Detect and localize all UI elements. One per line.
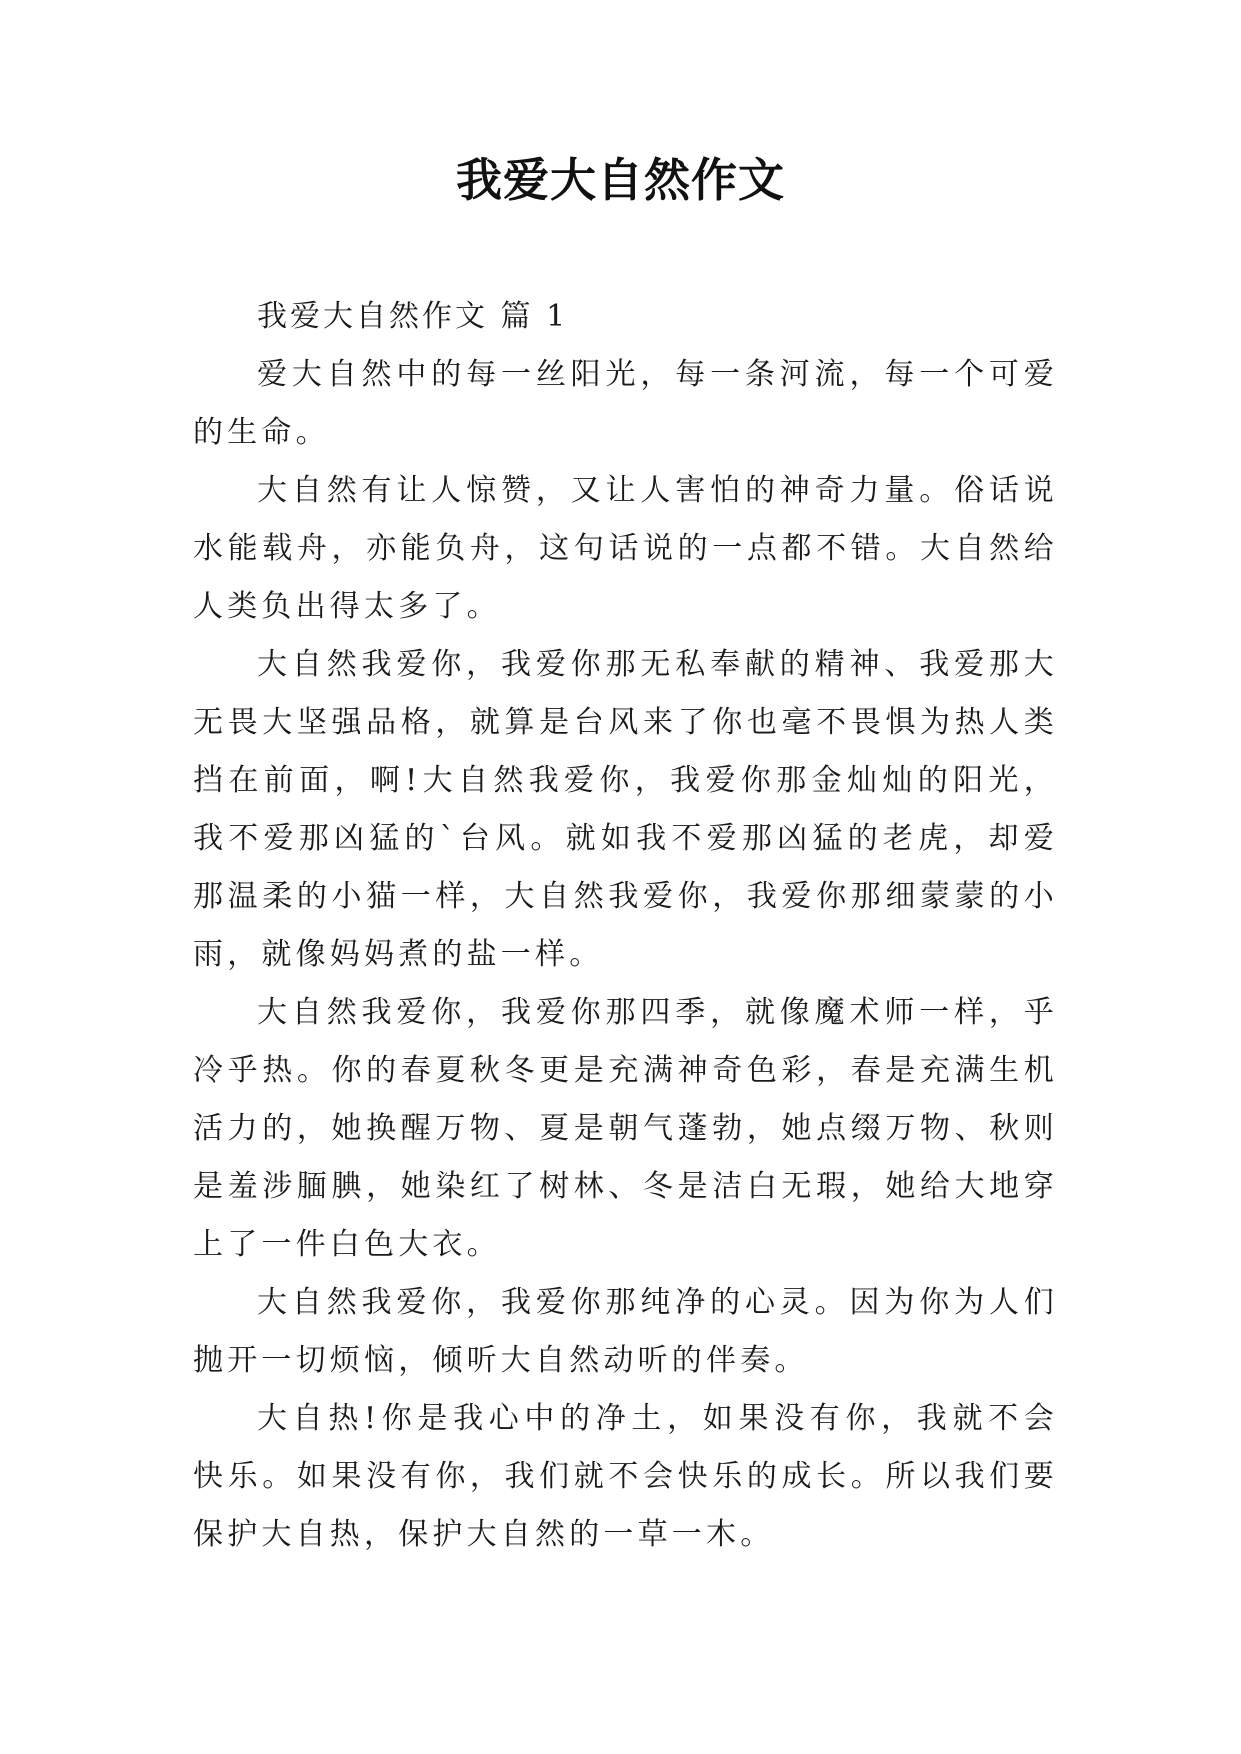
paragraph-4: 大自然我爱你，我爱你那四季，就像魔术师一样，乎冷乎热。你的春夏秋冬更是充满神奇色彩，春是充满生机活力的，她换醒万物、夏是朝气蓬勃，她点缀万物、秋则是羞涉腼腆，她染红了树林、冬是洁白无瑕，她给大地穿上了一件白色大衣。 (193, 995, 1058, 1262)
section-heading: 我爱大自然作文 篇 1 (257, 299, 569, 334)
document-body (193, 288, 1058, 1564)
page-title: 我爱大自然作文 (456, 153, 785, 207)
paragraph-6: 大自热!你是我心中的净土，如果没有你，我就不会快乐。如果没有你，我们就不会快乐的成长。所以我们要保护大自热，保护大自然的一草一木。 (193, 1401, 1058, 1552)
paragraph-3: 大自然我爱你，我爱你那无私奉献的精神、我爱那大无畏大坚强品格，就算是台风来了你也毫不畏惧为热人类挡在前面，啊!大自然我爱你，我爱你那金灿灿的阳光，我不爱那凶猛的`台风。就如我不爱那凶猛的老虎，却爱那温柔的小猫一样，大自然我爱你，我爱你那细蒙蒙的小雨，就像妈妈煮的盐一样。 (193, 647, 1058, 972)
paragraph-1: 爱大自然中的每一丝阳光，每一条河流，每一个可爱的生命。 (193, 357, 1058, 450)
paragraph-2: 大自然有让人惊赞，又让人害怕的神奇力量。俗话说水能载舟，亦能负舟，这句话说的一点都不错。大自然给人类负出得太多了。 (193, 473, 1058, 624)
paragraph-5: 大自然我爱你，我爱你那纯净的心灵。因为你为人们抛开一切烦恼，倾听大自然动听的伴奏。 (193, 1285, 1058, 1378)
